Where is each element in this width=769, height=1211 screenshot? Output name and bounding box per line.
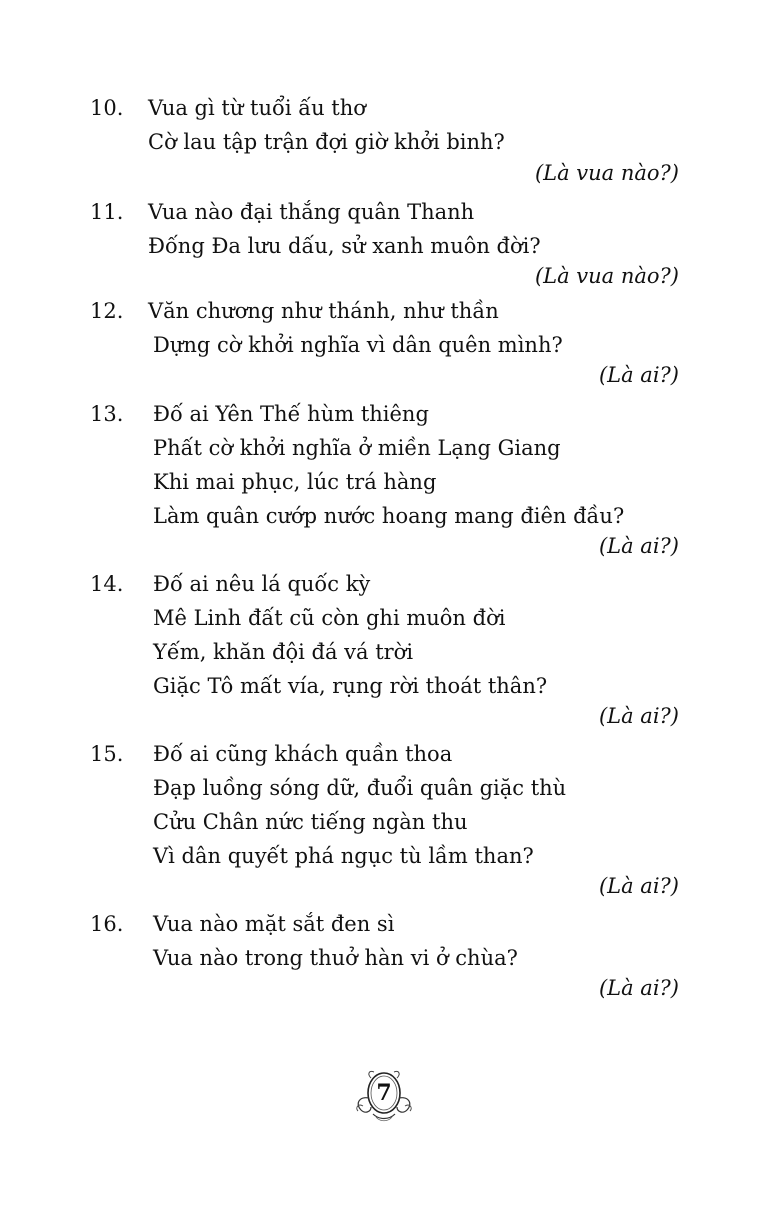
riddle-lines: [148, 91, 505, 159]
page-number: 7: [376, 1080, 392, 1106]
page-number-ornament: [349, 1062, 419, 1128]
riddle-line: Đạp luồng sóng dữ, đuổi quân giặc thù: [153, 776, 567, 800]
riddle-line: Yếm, khăn đội đá vá trời: [153, 640, 414, 664]
riddle-number: 13.: [90, 402, 124, 426]
riddle-line: Dựng cờ khởi nghĩa vì dân quên mình?: [153, 333, 563, 357]
riddle-lines: [148, 195, 541, 263]
riddle-number: 15.: [90, 742, 124, 766]
riddle-answer: (Là ai?): [598, 704, 679, 728]
riddle-number: 10.: [90, 96, 124, 120]
riddle-line: Đố ai cũng khách quần thoa: [153, 742, 453, 766]
riddle-answer: (Là vua nào?): [534, 264, 679, 288]
riddle-number: 16.: [90, 912, 124, 936]
riddle-answer: (Là ai?): [598, 534, 679, 558]
riddle-line: Làm quân cướp nước hoang mang điên đầu?: [153, 504, 625, 528]
riddle-lines: [153, 737, 566, 873]
riddle-number: 12.: [90, 299, 124, 323]
riddle-lines: [153, 907, 518, 975]
riddle-lines: [153, 567, 547, 703]
riddle-line: Cửu Chân nức tiếng ngàn thu: [153, 810, 468, 834]
riddle-line: Vua gì từ tuổi ấu thơ: [148, 96, 366, 120]
riddle-number: 11.: [90, 200, 124, 224]
riddle-line: Đố ai Yên Thế hùm thiêng: [153, 402, 429, 426]
riddle-answer: (Là ai?): [598, 976, 679, 1000]
riddle-line: Cờ lau tập trận đợi giờ khởi binh?: [148, 130, 505, 154]
riddle-line: Vua nào mặt sắt đen sì: [153, 912, 395, 936]
riddle-line: Vì dân quyết phá ngục tù lầm than?: [153, 844, 534, 868]
riddle-line: Văn chương như thánh, như thần: [148, 299, 499, 323]
riddle-line: Khi mai phục, lúc trá hàng: [153, 470, 437, 494]
riddle-number: 14.: [90, 572, 124, 596]
riddle-line: Đố ai nêu lá quốc kỳ: [153, 572, 371, 596]
riddle-lines: [148, 294, 563, 362]
riddle-line: Đống Đa lưu dấu, sử xanh muôn đời?: [148, 234, 541, 258]
riddle-lines: [153, 397, 624, 533]
riddle-answer: (Là ai?): [598, 363, 679, 387]
riddle-line: Vua nào đại thắng quân Thanh: [148, 200, 475, 224]
riddle-line: Giặc Tô mất vía, rụng rời thoát thân?: [153, 674, 548, 698]
riddle-line: Phất cờ khởi nghĩa ở miền Lạng Giang: [153, 436, 561, 460]
riddle-answer: (Là vua nào?): [534, 161, 679, 185]
riddle-line: Mê Linh đất cũ còn ghi muôn đời: [153, 606, 506, 630]
riddle-answer: (Là ai?): [598, 874, 679, 898]
riddle-line: Vua nào trong thuở hàn vi ở chùa?: [153, 946, 518, 970]
